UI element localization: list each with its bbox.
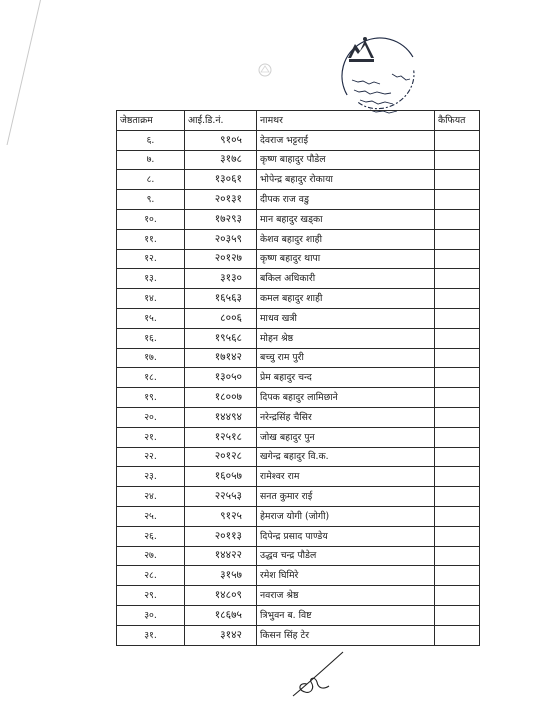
cell-name: त्रिभुवन ब. विष्ट bbox=[257, 605, 435, 625]
cell-rank: १८. bbox=[117, 368, 185, 388]
cell-rank: २६. bbox=[117, 526, 185, 546]
table-row bbox=[117, 249, 480, 269]
cell-remark bbox=[435, 308, 480, 328]
table-row bbox=[117, 487, 480, 507]
cell-rank: २७. bbox=[117, 546, 185, 566]
cell-id-number: १४८०९ bbox=[185, 586, 257, 606]
cell-name: दीपक राज वडु bbox=[257, 190, 435, 210]
table-row bbox=[117, 605, 480, 625]
cell-name: दिपेन्द्र प्रसाद पाण्डेय bbox=[257, 526, 435, 546]
cell-name: नरेन्द्रसिंह चैसिर bbox=[257, 407, 435, 427]
cell-rank: २०. bbox=[117, 407, 185, 427]
cell-name: हेमराज योगी (जोगी) bbox=[257, 506, 435, 526]
cell-id-number: १६०५७ bbox=[185, 467, 257, 487]
cell-rank: ३१. bbox=[117, 625, 185, 645]
cell-remark bbox=[435, 605, 480, 625]
cell-name: मान बहादुर खड्का bbox=[257, 209, 435, 229]
cell-remark bbox=[435, 467, 480, 487]
cell-remark bbox=[435, 289, 480, 309]
cell-remark bbox=[435, 546, 480, 566]
cell-id-number: ८००६ bbox=[185, 308, 257, 328]
cell-remark bbox=[435, 328, 480, 348]
table-row bbox=[117, 289, 480, 309]
faint-stamp-mark-icon bbox=[255, 60, 275, 80]
cell-name: देवराज भट्टराई bbox=[257, 130, 435, 150]
table-row bbox=[117, 170, 480, 190]
table-row bbox=[117, 388, 480, 408]
cell-id-number: ९१०५ bbox=[185, 130, 257, 150]
cell-name: दिपक बहादुर लामिछाने bbox=[257, 388, 435, 408]
cell-name: सनत कुमार राई bbox=[257, 487, 435, 507]
cell-name: केशव बहादुर शाही bbox=[257, 229, 435, 249]
cell-name: कृष्ण बाहादुर पौडेल bbox=[257, 150, 435, 170]
cell-rank: १०. bbox=[117, 209, 185, 229]
table-row bbox=[117, 566, 480, 586]
cell-id-number: २०१२७ bbox=[185, 249, 257, 269]
cell-name: भोपेन्द्र बहादुर रोकाया bbox=[257, 170, 435, 190]
cell-name: कृष्ण बहादुर थापा bbox=[257, 249, 435, 269]
table-body bbox=[117, 130, 480, 645]
cell-rank: १६. bbox=[117, 328, 185, 348]
table-row bbox=[117, 427, 480, 447]
cell-rank: ११. bbox=[117, 229, 185, 249]
table-row bbox=[117, 150, 480, 170]
cell-name: माधव खत्री bbox=[257, 308, 435, 328]
table-row bbox=[117, 348, 480, 368]
cell-remark bbox=[435, 170, 480, 190]
cell-remark bbox=[435, 625, 480, 645]
cell-id-number: ९१२५ bbox=[185, 506, 257, 526]
table-row bbox=[117, 190, 480, 210]
cell-rank: ८. bbox=[117, 170, 185, 190]
cell-id-number: १७१४२ bbox=[185, 348, 257, 368]
government-seal-stamp-icon bbox=[330, 30, 430, 122]
header-remarks: कैफियत bbox=[435, 111, 480, 131]
cell-remark bbox=[435, 526, 480, 546]
cell-rank: २२. bbox=[117, 447, 185, 467]
cell-name: खगेन्द्र बहादुर वि.क. bbox=[257, 447, 435, 467]
cell-remark bbox=[435, 447, 480, 467]
cell-id-number: २०१२८ bbox=[185, 447, 257, 467]
cell-rank: २४. bbox=[117, 487, 185, 507]
cell-rank: १७. bbox=[117, 348, 185, 368]
cell-id-number: ३१७८ bbox=[185, 150, 257, 170]
cell-rank: ३०. bbox=[117, 605, 185, 625]
cell-remark bbox=[435, 269, 480, 289]
cell-name: मोहन श्रेष्ठ bbox=[257, 328, 435, 348]
cell-remark bbox=[435, 586, 480, 606]
header-seniority-rank: जेष्ठताक्रम bbox=[117, 111, 185, 131]
cell-name: रमेश घिमिरे bbox=[257, 566, 435, 586]
cell-id-number: २०११३ bbox=[185, 526, 257, 546]
cell-name: बच्चु राम पुरी bbox=[257, 348, 435, 368]
table-row bbox=[117, 407, 480, 427]
cell-remark bbox=[435, 427, 480, 447]
table-header-row bbox=[117, 111, 480, 131]
cell-name: जोख बहादुर पुन bbox=[257, 427, 435, 447]
cell-remark bbox=[435, 130, 480, 150]
cell-rank: ९. bbox=[117, 190, 185, 210]
cell-rank: ६. bbox=[117, 130, 185, 150]
cell-name: किसन सिंह टेर bbox=[257, 625, 435, 645]
cell-id-number: १८६७५ bbox=[185, 605, 257, 625]
table-row bbox=[117, 328, 480, 348]
cell-id-number: ३१४२ bbox=[185, 625, 257, 645]
signature-icon bbox=[285, 648, 355, 700]
cell-remark bbox=[435, 368, 480, 388]
header-full-name: नामथर bbox=[257, 111, 435, 131]
table-row bbox=[117, 130, 480, 150]
cell-rank: १५. bbox=[117, 308, 185, 328]
cell-rank: १९. bbox=[117, 388, 185, 408]
cell-id-number: १९५६८ bbox=[185, 328, 257, 348]
cell-remark bbox=[435, 487, 480, 507]
cell-rank: १२. bbox=[117, 249, 185, 269]
cell-name: नवराज श्रेष्ठ bbox=[257, 586, 435, 606]
cell-remark bbox=[435, 249, 480, 269]
cell-rank: २८. bbox=[117, 566, 185, 586]
cell-rank: १३. bbox=[117, 269, 185, 289]
table-row bbox=[117, 506, 480, 526]
cell-remark bbox=[435, 388, 480, 408]
cell-name: प्रेम बहादुर चन्द bbox=[257, 368, 435, 388]
cell-remark bbox=[435, 209, 480, 229]
header-id-number: आई.डि.नं. bbox=[185, 111, 257, 131]
cell-id-number: १२५१८ bbox=[185, 427, 257, 447]
table-row bbox=[117, 209, 480, 229]
cell-rank: २३. bbox=[117, 467, 185, 487]
cell-remark bbox=[435, 566, 480, 586]
cell-remark bbox=[435, 348, 480, 368]
scan-edge-line bbox=[0, 0, 41, 145]
table-row bbox=[117, 308, 480, 328]
cell-id-number: २२५५३ bbox=[185, 487, 257, 507]
table-row bbox=[117, 546, 480, 566]
cell-rank: २५. bbox=[117, 506, 185, 526]
cell-id-number: १८००७ bbox=[185, 388, 257, 408]
cell-id-number: २०३५९ bbox=[185, 229, 257, 249]
table-row bbox=[117, 467, 480, 487]
cell-rank: २१. bbox=[117, 427, 185, 447]
table-row bbox=[117, 269, 480, 289]
cell-name: कमल बहादुर शाही bbox=[257, 289, 435, 309]
cell-id-number: १६५६३ bbox=[185, 289, 257, 309]
cell-name: बकिल अधिकारी bbox=[257, 269, 435, 289]
cell-name: रामेश्वर राम bbox=[257, 467, 435, 487]
table-row bbox=[117, 526, 480, 546]
cell-remark bbox=[435, 506, 480, 526]
cell-remark bbox=[435, 407, 480, 427]
cell-id-number: १४४२२ bbox=[185, 546, 257, 566]
seniority-roster-table bbox=[116, 110, 480, 646]
table-row bbox=[117, 229, 480, 249]
table-row bbox=[117, 447, 480, 467]
cell-remark bbox=[435, 150, 480, 170]
cell-rank: २९. bbox=[117, 586, 185, 606]
cell-remark bbox=[435, 190, 480, 210]
table-row bbox=[117, 586, 480, 606]
cell-name: उद्धव चन्द्र पौडेल bbox=[257, 546, 435, 566]
cell-id-number: २०१३१ bbox=[185, 190, 257, 210]
cell-remark bbox=[435, 229, 480, 249]
cell-id-number: ३१५७ bbox=[185, 566, 257, 586]
cell-id-number: १४४९४ bbox=[185, 407, 257, 427]
table-row bbox=[117, 625, 480, 645]
table-row bbox=[117, 368, 480, 388]
cell-id-number: १३०५० bbox=[185, 368, 257, 388]
cell-id-number: ३१३० bbox=[185, 269, 257, 289]
cell-rank: ७. bbox=[117, 150, 185, 170]
cell-id-number: १३०६१ bbox=[185, 170, 257, 190]
cell-rank: १४. bbox=[117, 289, 185, 309]
cell-id-number: १७२९३ bbox=[185, 209, 257, 229]
